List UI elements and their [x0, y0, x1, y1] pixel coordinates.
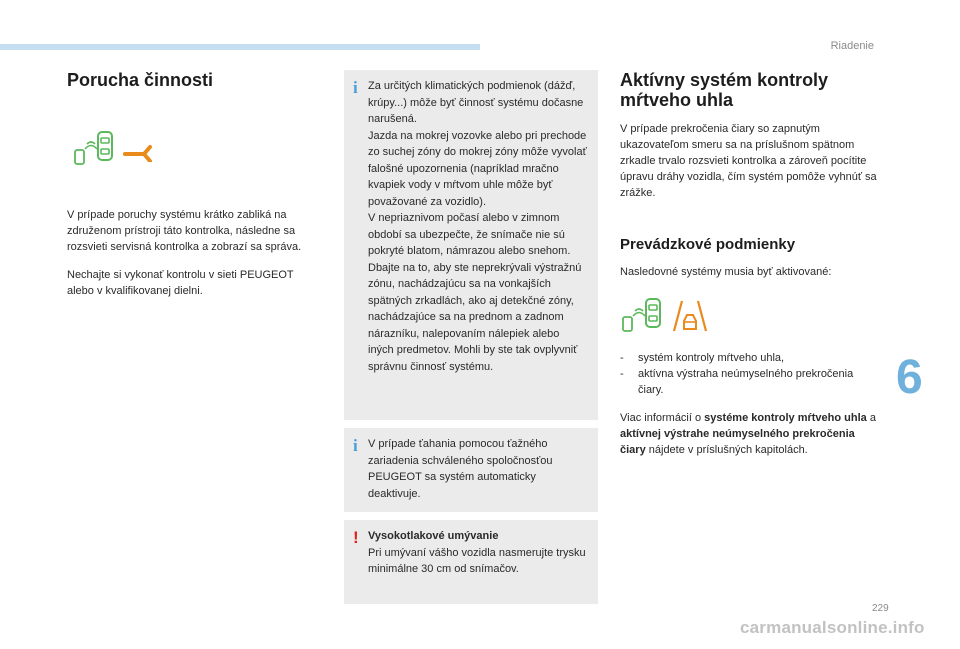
- info-icon: i: [353, 436, 358, 455]
- blind-spot-warning-icon: [72, 130, 120, 168]
- active-blind-spot-heading: Aktívny systém kontroly mŕtveho uhla: [620, 70, 829, 111]
- lane-departure-warning-icon: [672, 299, 708, 333]
- more-info-paragraph: [620, 411, 880, 459]
- chapter-number: 6: [896, 351, 923, 404]
- list-item: - systém kontroly mŕtveho uhla,: [620, 351, 880, 367]
- operating-conditions-icons: [620, 297, 880, 337]
- warning-icon: !: [353, 528, 359, 547]
- malfunction-description: V prípade poruchy systému krátko zabliká na združenom prístroji táto kontrolka, následne sa rozsvieti servisná kontrolka a zobrazí sa správa.: [67, 209, 302, 254]
- left-column: [67, 70, 317, 300]
- wrench-icon: [122, 142, 156, 162]
- info-weather-text: Za určitých klimatických podmienok (dážď, krúpy...) môže byť činnosť systému dočasne narušená. Jazda na mokrej vozovke alebo pri prechode zo suchej zóny do mokrej zóny môže vyvolať falošné upozornenia (napríklad mračno kvapiek vody v mŕtvom uhle môže byť považované za vozidlo). V nepriaznivom počasí alebo v zimnom období sa ubezpečte, že snímače nie sú pokryté blatom, námrazou alebo snehom. Dbajte na to, aby ste neprekrývali výstražnú zónu, nachádzajúcu sa na vonkajších spätných zrkadlách, ako aj detekčné zóny, nachádzajúce sa na prednom a zadnom nárazníku, nalepovaním nálepiek alebo iných predmetov. Mohli by ste tak ovplyvniť správnu činnosť systému.: [368, 80, 587, 373]
- malfunction-heading: Porucha činnosti: [67, 70, 214, 90]
- watermark: carmanualsonline.info: [740, 618, 925, 637]
- operating-conditions-intro: Nasledovné systémy musia byť aktivované:: [620, 266, 832, 278]
- malfunction-service-advice: Nechajte si vykonať kontrolu v sieti PEUGEOT alebo v kvalifikovanej dielni.: [67, 268, 294, 297]
- info-box-towing: [344, 428, 598, 512]
- warning-title: Vysokotlakové umývanie: [368, 530, 499, 542]
- info-icon: i: [353, 78, 358, 97]
- required-systems-list: [620, 351, 880, 399]
- info-box-weather: [344, 70, 598, 420]
- more-info-suffix: nájdete v príslušných kapitolách.: [645, 443, 808, 456]
- header-accent-bar: [0, 44, 480, 50]
- more-info-link-blind-spot: systéme kontroly mŕtveho uhla: [704, 411, 867, 424]
- malfunction-icons: [67, 130, 317, 170]
- info-towing-text: V prípade ťahania pomocou ťažného zariadenia schváleného spoločnosťou PEUGEOT sa systém automaticky deaktivuje.: [368, 438, 553, 500]
- more-info-link-lane: aktívnej výstrahe neúmyselného prekročenia čiary: [620, 427, 855, 456]
- warning-box-washing: [344, 520, 598, 604]
- blind-spot-monitoring-icon: [620, 297, 668, 335]
- more-info-mid: a: [866, 411, 876, 424]
- more-info-prefix: Viac informácií o: [620, 411, 705, 424]
- warning-text: Pri umývaní vášho vozidla nasmerujte trysku minimálne 30 cm od snímačov.: [368, 546, 586, 575]
- operating-conditions-heading: Prevádzkové podmienky: [620, 236, 796, 253]
- right-column: [620, 70, 880, 459]
- section-title: Riadenie: [830, 40, 874, 52]
- active-blind-spot-intro: V prípade prekročenia čiary so zapnutým ukazovateľom smeru sa na príslušnom spätnom zrkadle trvalo rozsvieti kontrolka a zároveň pocítite úpravu dráhy vozidla, čím systém pomôže vyhnúť sa zrážke.: [620, 123, 877, 200]
- page-number: 229: [872, 603, 889, 614]
- list-item: - aktívna výstraha neúmyselného prekročenia čiary.: [620, 367, 880, 399]
